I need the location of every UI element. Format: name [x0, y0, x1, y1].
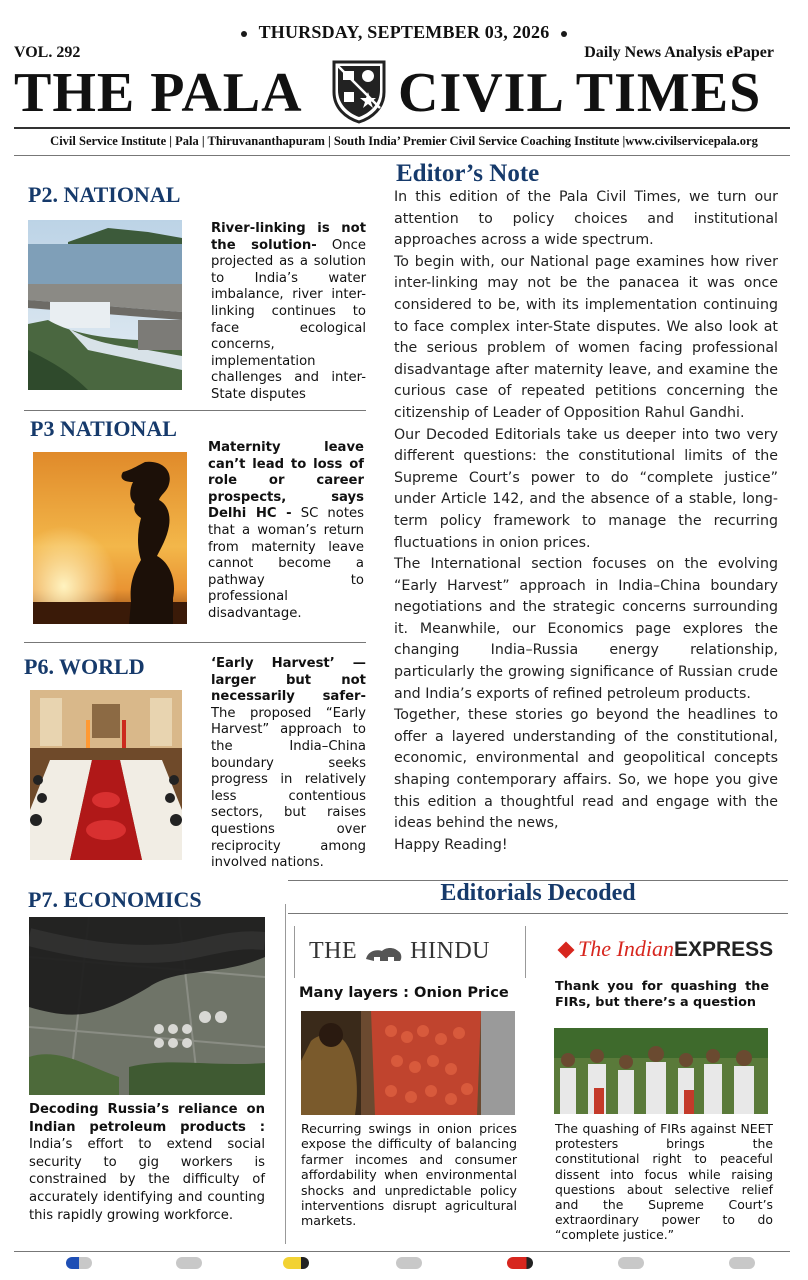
- issue-date: THURSDAY, SEPTEMBER 03, 2026: [0, 22, 808, 43]
- nav-page-1-button[interactable]: [66, 1257, 92, 1269]
- protest-photo: [554, 1028, 768, 1114]
- teaser-text: The proposed “Early Harvest” approach to the India–China boundary seeks progress in relatively less contentious sectors, but raises questions over reciprocity among involved nations.: [211, 705, 366, 871]
- masthead-title-right: CIVIL TIMES: [398, 62, 762, 124]
- teaser-headline: ‘Early Harvest’ — larger but not necessarily safer-: [211, 656, 366, 705]
- nav-page-7-button[interactable]: [729, 1257, 755, 1269]
- section-divider: [24, 410, 366, 411]
- nav-page-5-button[interactable]: [507, 1257, 533, 1269]
- teaser-text: SC notes that a woman’s return from maternity leave cannot become a pathway to professional disadvantage.: [208, 506, 364, 621]
- tagline: Daily News Analysis ePaper: [584, 44, 774, 61]
- section-heading-p7: P7. ECONOMICS: [28, 887, 202, 912]
- masthead-title-left: THE PALA: [14, 62, 303, 124]
- teaser-text: India’s effort to extend social security to gig workers is constrained by the difficulty of accurately identifying and counting this rapidly growing workforce.: [29, 1137, 265, 1223]
- nav-page-3-button[interactable]: [283, 1257, 309, 1269]
- editors-note-signoff: Happy Reading!: [394, 836, 508, 853]
- meeting-photo: [30, 690, 182, 860]
- editors-note-paragraph: In this edition of the Pala Civil Times, we turn our attention to policy choices and institutional approaches across a wide spectrum.: [394, 189, 778, 249]
- smoke-satellite-photo: [29, 917, 265, 1095]
- masthead-divider: [14, 127, 790, 129]
- section-divider: [288, 913, 788, 914]
- volume-number: VOL. 292: [14, 44, 81, 61]
- indian-express-logo: [560, 936, 773, 962]
- teaser-headline: River-linking is not the solution-: [211, 221, 366, 253]
- hindu-headline[interactable]: Many layers : Onion Price: [299, 984, 509, 1001]
- editors-note-paragraph: Together, these stories go beyond the headlines to offer a layered understanding of the constitutional, economic, environmental and geopolitical concepts shaping contemporary affairs. So, we hope you give this edition a thoughtful read and engage with the ideas behind the news,: [394, 707, 778, 832]
- teaser-headline: Decoding Russia’s reliance on Indian petroleum products :: [29, 1102, 265, 1135]
- header-divider: [14, 155, 790, 156]
- section-heading-p6: P6. WORLD: [24, 654, 145, 679]
- editors-note-paragraph: To begin with, our National page examines how river inter-linking may not be the panacea it was once considered to be, with its implementation continuing to face complex inter-State disputes. We also look at the serious problem of women facing professional disadvantage after maternity leave, and examine the curious case of repeated petitions concerning the citizenship of Leader of Opposition Rahul Gandhi.: [394, 253, 778, 421]
- editors-note-paragraph: The International section focuses on the evolving “Early Harvest” approach in India–China boundary negotiations and the strategic concerns surrounding it. Meanwhile, our Economics page explores the changing India–Russia energy relationship, particularly the growing significance of Russian crude and India’s exports of refined petroleum products.: [394, 556, 778, 702]
- silhouette-photo: [33, 452, 187, 624]
- editorials-decoded-title: Editorials Decoded: [440, 880, 636, 906]
- teaser-p3[interactable]: [208, 440, 364, 623]
- express-logo-italic: The Indian: [578, 936, 674, 961]
- teaser-p2[interactable]: [211, 221, 366, 404]
- institute-line: Civil Service Institute | Pala | Thiruvananthapuram | South India’ Premier Civil Service Coaching Institute |www.civilservicepala.org: [50, 134, 758, 148]
- elephant-emblem-icon: [364, 943, 404, 961]
- section-heading-p2: P2. NATIONAL: [28, 182, 181, 207]
- column-divider: [285, 904, 286, 1244]
- hindu-logo-right: HINDU: [410, 938, 490, 964]
- section-heading-p3: P3 NATIONAL: [30, 416, 177, 441]
- the-hindu-logo: [294, 926, 526, 978]
- hindu-logo-left: THE: [309, 938, 358, 964]
- express-summary: The quashing of FIRs against NEET protesters brings the constitutional right to peaceful dissent into focus while raising questions about selective relief and the Supreme Court’s extraordinary power to do “complete justice.”: [555, 1121, 773, 1243]
- editors-note-paragraph: Our Decoded Editorials take us deeper into two very different questions: the constitutional limits of the Supreme Court’s power to do “complete justice” under Article 142, and the absence of a stable, long-term policy framework to manage the recurring fluctuations in onion prices.: [394, 426, 778, 551]
- section-divider: [24, 642, 366, 643]
- teaser-text: Once projected as a solution to India’s water imbalance, river inter-linking continues to face ecological concerns, implementation challenges and inter-State disputes: [211, 237, 366, 402]
- crest-icon: [330, 58, 388, 124]
- nav-page-6-button[interactable]: [618, 1257, 644, 1269]
- bullet-icon: [561, 31, 567, 37]
- editors-note-body: [394, 187, 778, 856]
- editors-note-title: Editor’s Note: [396, 160, 540, 187]
- footer-divider: [14, 1251, 790, 1252]
- teaser-p6[interactable]: [211, 656, 366, 872]
- nav-page-4-button[interactable]: [396, 1257, 422, 1269]
- diamond-icon: [558, 942, 575, 959]
- express-logo-bold: EXPRESS: [673, 938, 774, 961]
- express-headline[interactable]: Thank you for quashing the FIRs, but there’s a question: [555, 979, 769, 1010]
- hindu-summary: Recurring swings in onion prices expose the difficulty of balancing farmer incomes and consumer affordability when environmental shocks and unpredictable policy interventions disrupt agricultural markets.: [301, 1121, 517, 1229]
- bullet-icon: [241, 31, 247, 37]
- nav-page-2-button[interactable]: [176, 1257, 202, 1269]
- dam-photo: [28, 220, 182, 390]
- onion-market-photo: [301, 1011, 515, 1115]
- teaser-p7[interactable]: [29, 1101, 265, 1224]
- teaser-headline: Maternity leave can’t lead to loss of role or career prospects, says Delhi HC -: [208, 440, 364, 522]
